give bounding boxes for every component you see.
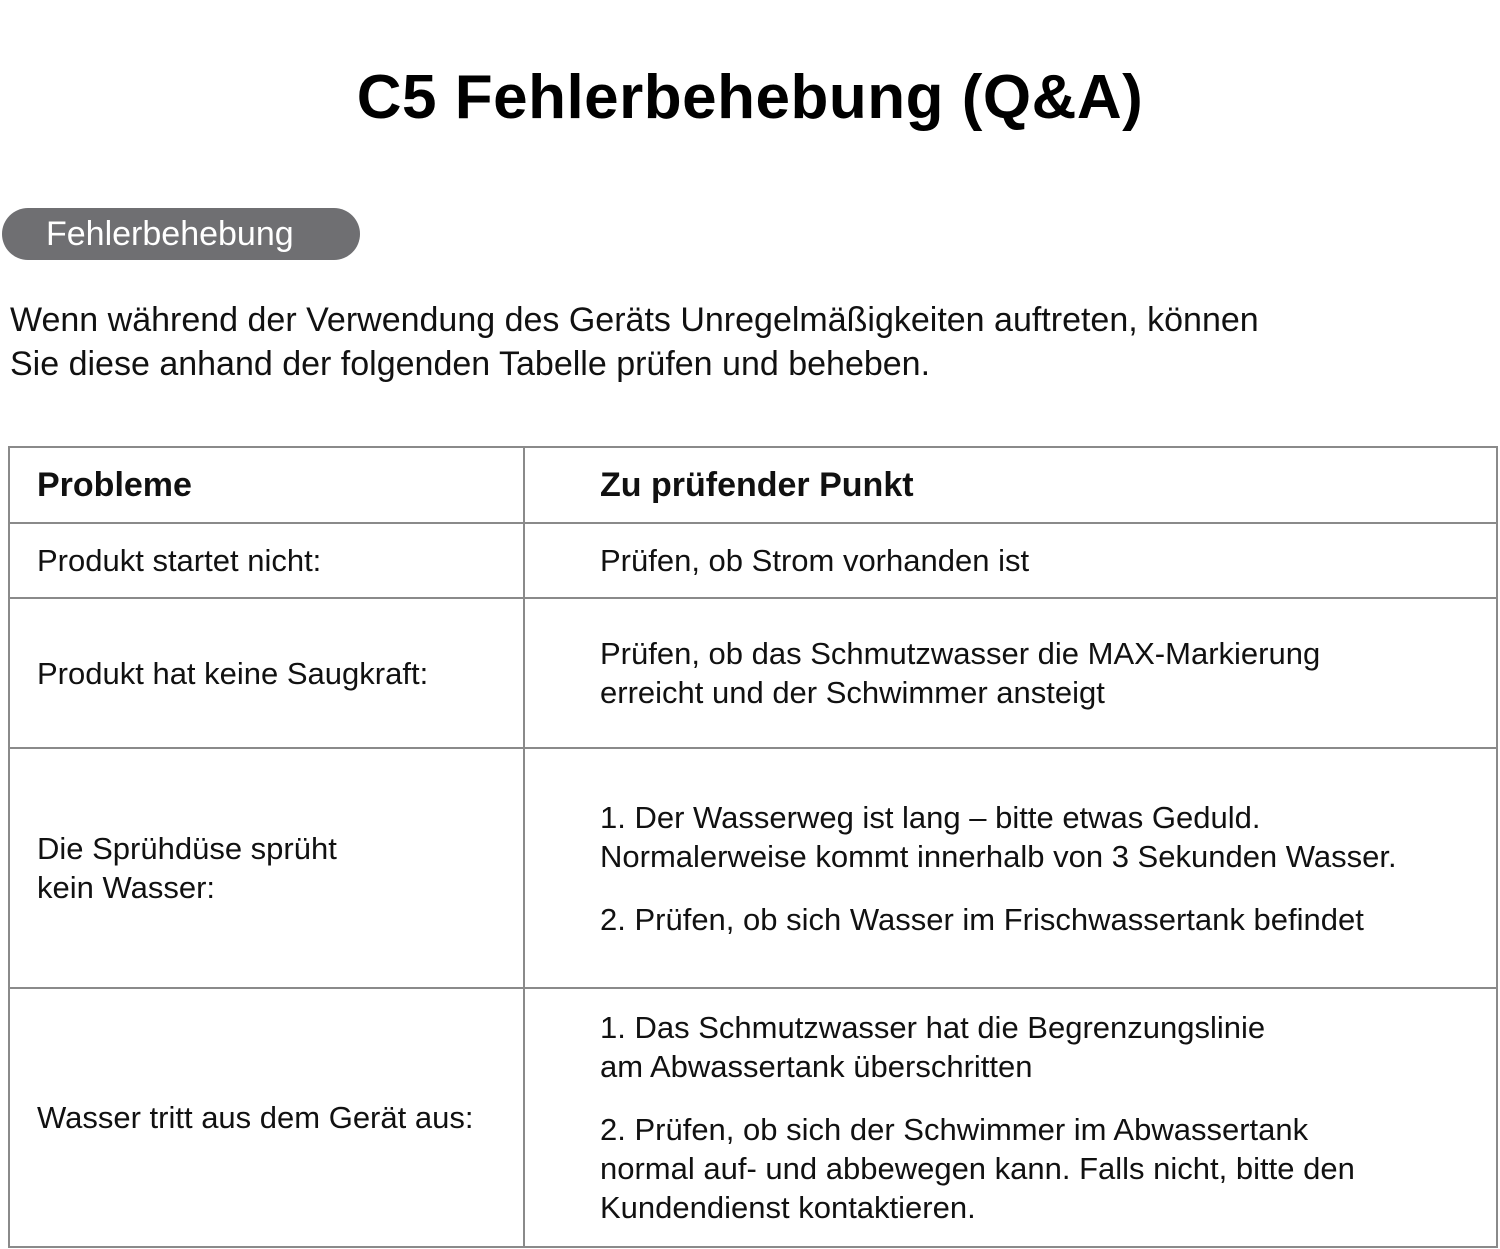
check-item-2: 2. Prüfen, ob sich der Schwimmer im Abwassertank (600, 1112, 1309, 1147)
problem-cell (9, 523, 524, 598)
check-item-1: am Abwassertank überschritten (600, 1049, 1033, 1084)
problem-text: Die Sprühdüse sprüht (37, 831, 337, 866)
intro-line: Sie diese anhand der folgenden Tabelle prüfen und beheben. (10, 345, 931, 383)
check-text: Prüfen, ob Strom vorhanden ist (600, 543, 1030, 578)
check-item-1: Normalerweise kommt innerhalb von 3 Sekunden Wasser. (600, 838, 1397, 874)
check-cell (524, 523, 1497, 598)
check-item-1: 1. Der Wasserweg ist lang – bitte etwas Geduld. (600, 799, 1261, 835)
problem-text: kein Wasser: (37, 870, 216, 905)
table-row (9, 523, 1497, 598)
problem-cell (9, 598, 524, 748)
check-item-2: 2. Prüfen, ob sich Wasser im Frischwassertank befindet (600, 901, 1364, 937)
intro-line: Wenn während der Verwendung des Geräts Unregelmäßigkeiten auftreten, können (10, 301, 1259, 339)
check-item-2: Kundendienst kontaktieren. (600, 1190, 976, 1225)
column-header-problem: Probleme (9, 447, 524, 523)
problem-cell (9, 748, 524, 988)
problem-cell (9, 988, 524, 1247)
intro-paragraph (10, 298, 1490, 386)
column-header-check: Zu prüfender Punkt (524, 447, 1497, 523)
item-spacer (600, 1086, 1484, 1110)
page-title: C5 Fehlerbehebung (Q&A) (356, 63, 1144, 132)
troubleshooting-table (8, 446, 1498, 1248)
table-row (9, 748, 1497, 988)
table-header-row (9, 447, 1497, 523)
check-cell (524, 988, 1497, 1247)
problem-text: Produkt hat keine Saugkraft: (37, 655, 429, 691)
problem-text: Wasser tritt aus dem Gerät aus: (37, 1100, 474, 1135)
item-spacer (600, 876, 1484, 900)
table-row (9, 988, 1497, 1247)
check-item-1: 1. Das Schmutzwasser hat die Begrenzungslinie (600, 1010, 1266, 1045)
check-text: erreicht und der Schwimmer ansteigt (600, 675, 1105, 710)
section-badge: Fehlerbehebung (2, 208, 360, 260)
table-row (9, 598, 1497, 748)
check-cell (524, 598, 1497, 748)
check-item-2: normal auf- und abbewegen kann. Falls nicht, bitte den (600, 1151, 1355, 1186)
check-cell (524, 748, 1497, 988)
check-text: Prüfen, ob das Schmutzwasser die MAX-Markierung (600, 636, 1321, 671)
problem-text: Produkt startet nicht: (37, 543, 322, 578)
